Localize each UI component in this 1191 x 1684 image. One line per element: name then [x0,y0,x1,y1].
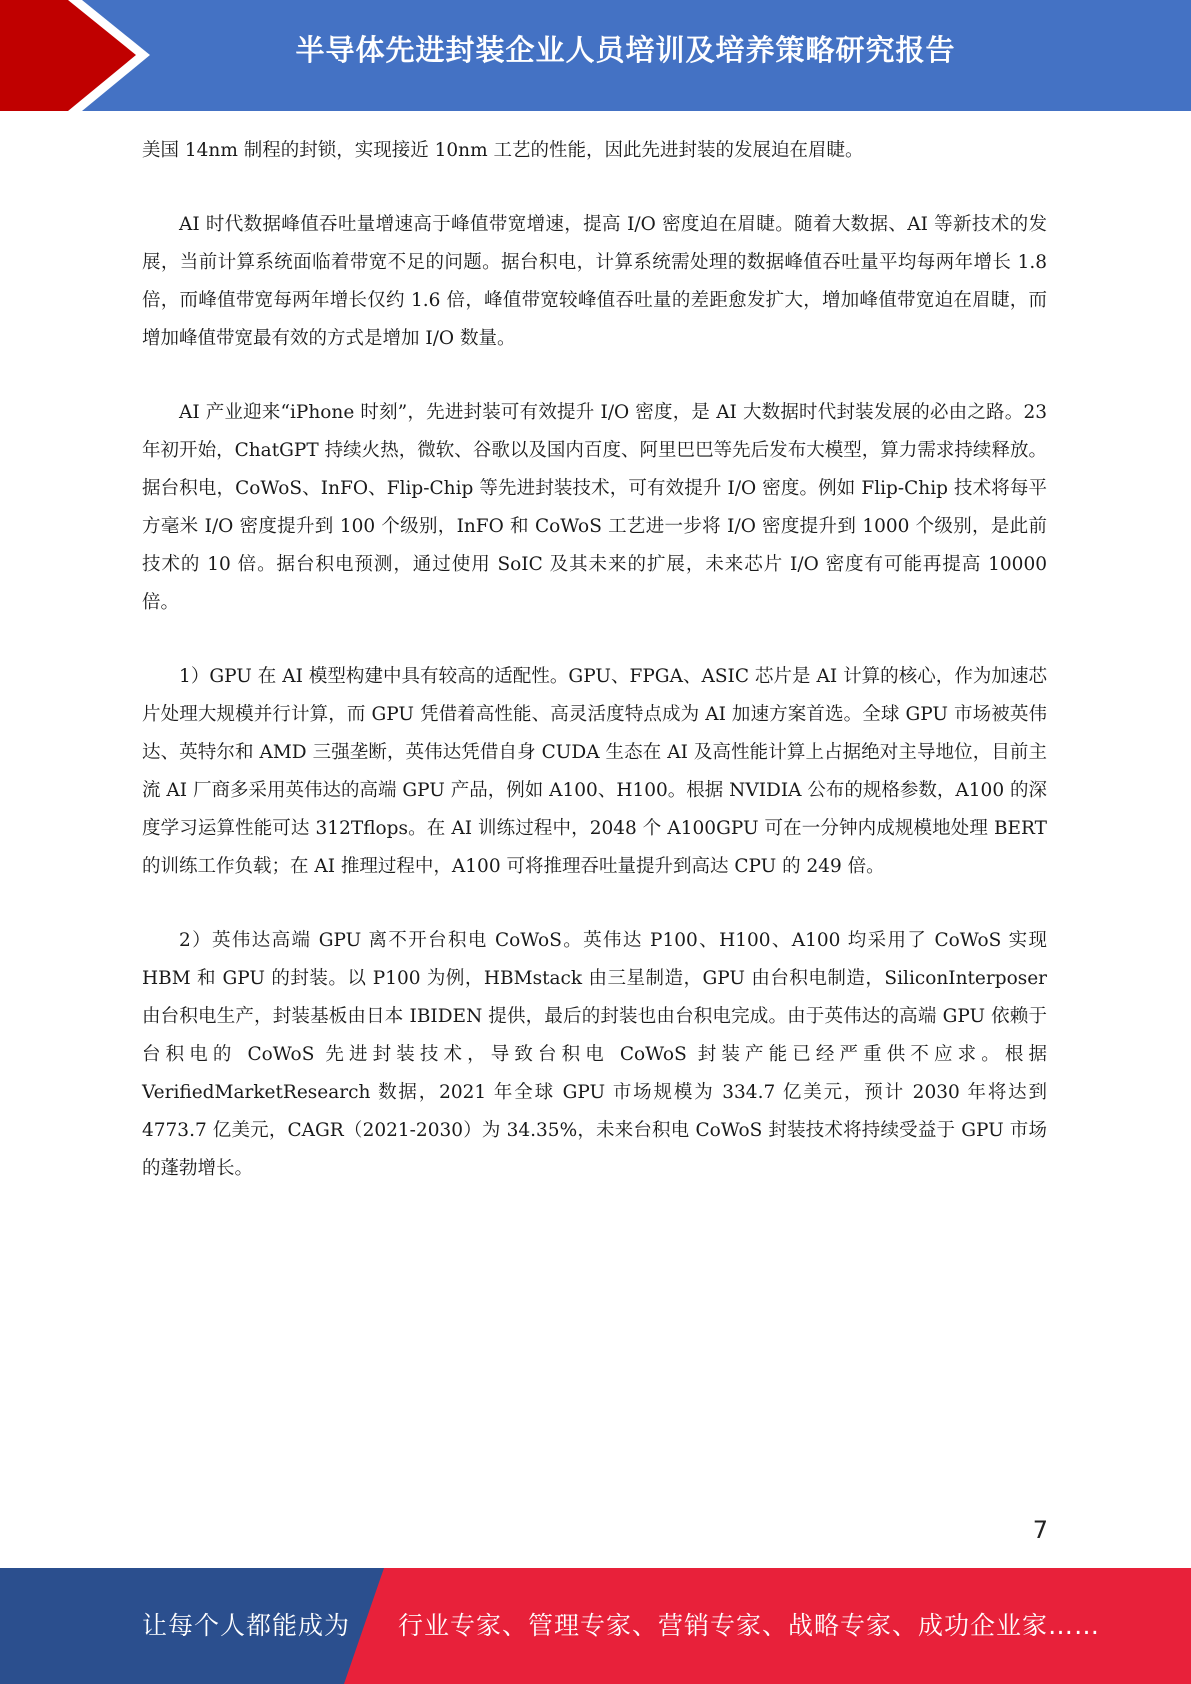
paragraph-nvidia-cowos: 2）英伟达高端 GPU 离不开台积电 CoWoS。英伟达 P100、H100、A100 均采用了 CoWoS 实现 HBM 和 GPU 的封装。以 P100 为例，HBMstack 由三星制造，GPU 由台积电制造，SiliconInterposer 由台积电生产，封装基板由日本 IBIDEN 提供，最后的封装也由台积电完成。由于英伟达的高端 GPU 依赖于台积电的 CoWoS 先进封装技术，导致台积电 CoWoS 封装产能已经严重供不应求。根据 VerifiedMarketResearch 数据，2021 年全球 GPU 市场规模为 334.7 亿美元，预计 2030 年将达到 4773.7 亿美元，CAGR（2021-2030）为 34.35%，未来台积电 CoWoS 封装技术将持续受益于 GPU 市场的蓬勃增长。 [142,930,1047,1179]
paragraph-io-density: AI 时代数据峰值吞吐量增速高于峰值带宽增速，提高 I/O 密度迫在眉睫。随着大数据、AI 等新技术的发展，当前计算系统面临着带宽不足的问题。据台积电，计算系统需处理的数据峰值吞吐量平均每两年增长 1.8 倍，而峰值带宽每两年增长仅约 1.6 倍，峰值带宽较峰值吞吐量的差距愈发扩大，增加峰值带宽迫在眉睫，而增加峰值带宽最有效的方式是增加 I/O 数量。 [142,214,1047,349]
footer-slogan-left: 让每个人都能成为 [142,1611,351,1640]
document-body [142,132,1047,1224]
page-footer [0,1568,1191,1684]
footer-slogan-right: 行业专家、管理专家、营销专家、战略专家、成功企业家…… [398,1611,1101,1640]
paragraph-intro: 美国 14nm 制程的封锁，实现接近 10nm 工艺的性能，因此先进封装的发展迫在眉睫。 [142,140,864,161]
page-header [0,0,1191,111]
paragraph-iphone-moment: AI 产业迎来“iPhone 时刻”，先进封装可有效提升 I/O 密度，是 AI 大数据时代封装发展的必由之路。23 年初开始，ChatGPT 持续火热，微软、谷歌以及国内百度、阿里巴巴等先后发布大模型，算力需求持续释放。据台积电，CoWoS、InFO、Flip-Chip 等先进封装技术，可有效提升 I/O 密度。例如 Flip-Chip 技术将每平方毫米 I/O 密度提升到 100 个级别，InFO 和 CoWoS 工艺进一步将 I/O 密度提升到 1000 个级别，是此前技术的 10 倍。据台积电预测，通过使用 SoIC 及其未来的扩展，未来芯片 I/O 密度有可能再提高 10000 倍。 [142,402,1047,613]
page-number: 7 [1032,1516,1048,1544]
report-title: 半导体先进封装企业人员培训及培养策略研究报告 [295,33,956,67]
paragraph-gpu-adaptability: 1）GPU 在 AI 模型构建中具有较高的适配性。GPU、FPGA、ASIC 芯片是 AI 计算的核心，作为加速芯片处理大规模并行计算，而 GPU 凭借着高性能、高灵活度特点成为 AI 加速方案首选。全球 GPU 市场被英伟达、英特尔和 AMD 三强垄断，英伟达凭借自身 CUDA 生态在 AI 及高性能计算上占据绝对主导地位，目前主流 AI 厂商多采用英伟达的高端 GPU 产品，例如 A100、H100。根据 NVIDIA 公布的规格参数，A100 的深度学习运算性能可达 312Tflops。在 AI 训练过程中，2048 个 A100GPU 可在一分钟内成规模地处理 BERT 的训练工作负载；在 AI 推理过程中，A100 可将推理吞吐量提升到高达 CPU 的 249 倍。 [142,666,1047,877]
